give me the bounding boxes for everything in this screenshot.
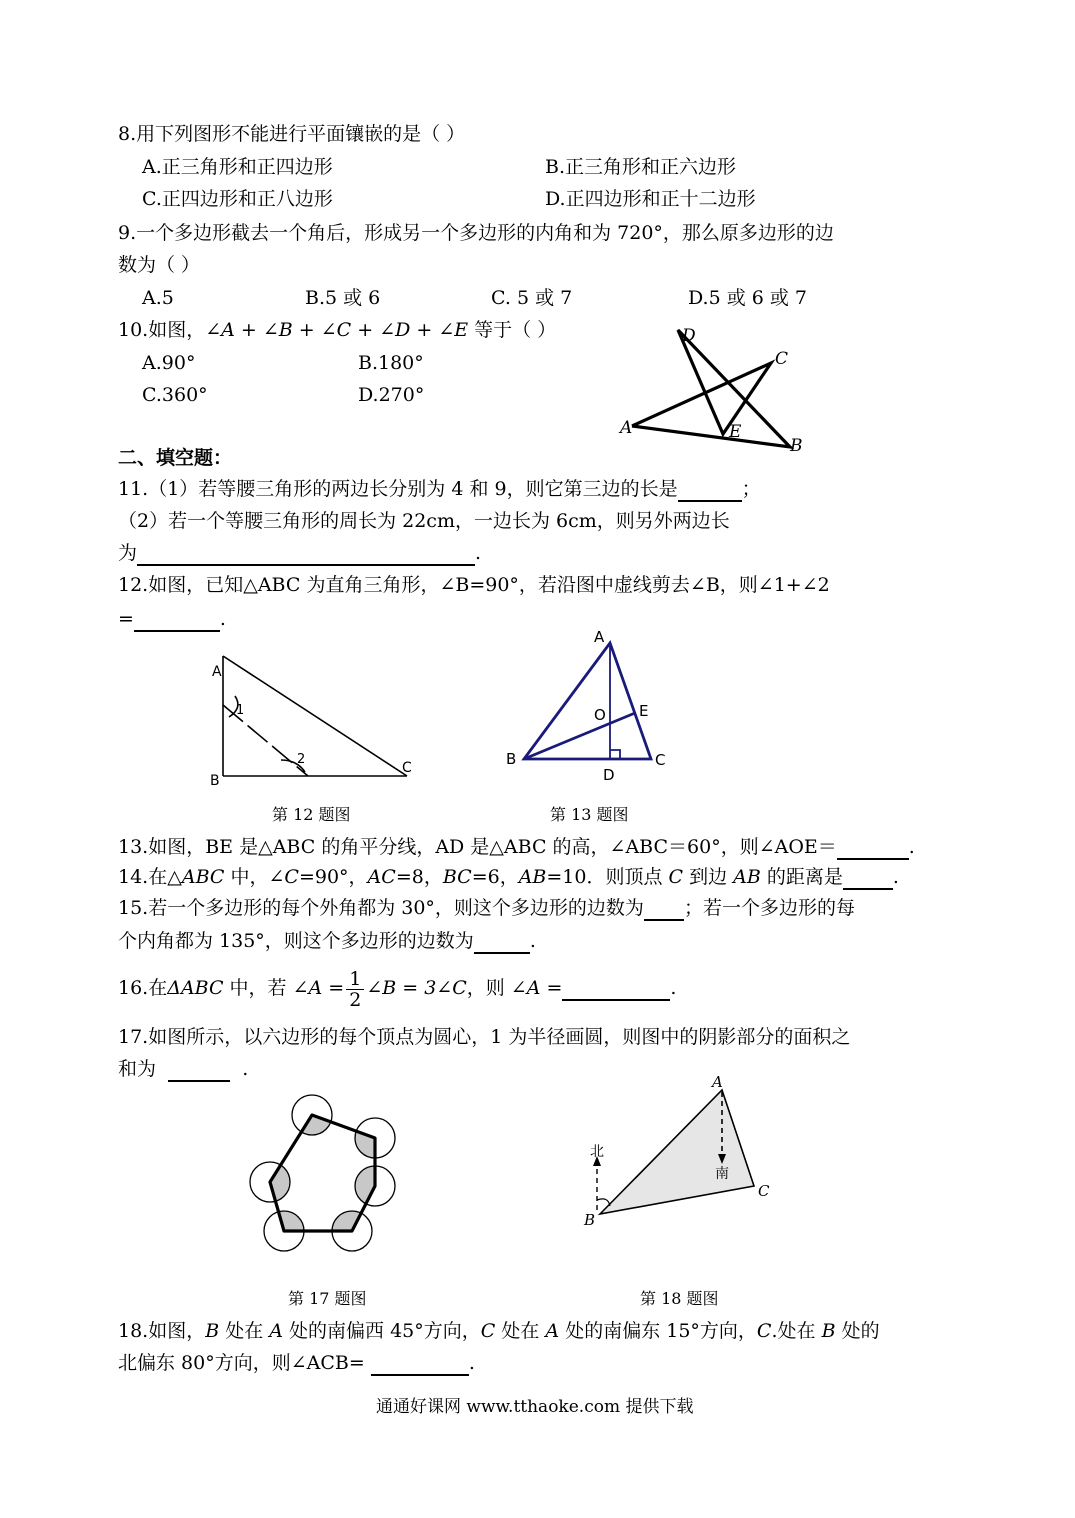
section-fill-in-title: 二、填空题： [118, 447, 233, 469]
q18-label-b: B [584, 1211, 596, 1229]
q14-text-3: 中，∠ [224, 866, 285, 888]
q9-option-d: D.5 或 6 或 7 [688, 287, 808, 309]
q14-text-15: 的距离是 [760, 866, 843, 888]
q10-option-d: D.270° [358, 384, 425, 406]
q14-text-1: 14.在△ [118, 866, 182, 888]
q18-text-6: C [480, 1320, 496, 1342]
q18-text-5: 处的南偏西 45°方向， [283, 1320, 481, 1342]
q17-caption: 第 17 题图 [288, 1289, 367, 1308]
q14-text-10: AB [518, 866, 547, 888]
q11-blank-2[interactable] [137, 544, 475, 566]
q16-denominator: 2 [349, 988, 362, 1011]
q15-line1-text-a: 15.若一个多边形的每个外角都为 30°，则这个多边形的边数为 [118, 897, 644, 919]
q14-blank[interactable] [843, 868, 893, 890]
q18-text-8: A [545, 1320, 560, 1342]
q16-end: . [670, 977, 677, 999]
q13-end: . [908, 836, 915, 858]
q18-direction-figure [578, 1068, 788, 1238]
q16-fraction-half [346, 969, 364, 1010]
q17-line2-end: . [242, 1058, 249, 1080]
q10-option-a: A.90° [142, 352, 196, 374]
q11-line1 [118, 476, 761, 502]
q16-text-1: 16.在 [118, 977, 168, 999]
q14-text-5: =90°， [298, 866, 368, 888]
q12-triangle-figure [205, 648, 425, 793]
q18-text-13: 处的 [835, 1320, 880, 1342]
q17-line2-text: 和为 [118, 1058, 157, 1080]
q18-line2-end: . [468, 1352, 475, 1374]
q16-angle-a-eq: ∠A = [292, 977, 345, 999]
q14-text-8: BC [442, 866, 472, 888]
q15-blank-2[interactable] [474, 932, 530, 954]
q18-blank[interactable] [371, 1354, 469, 1376]
q8-stem: 8.用下列图形不能进行平面镶嵌的是（ ） [118, 123, 466, 145]
q8-option-d: D.正四边形和正十二边形 [545, 188, 756, 210]
page-footer: 通通好课网 www.tthaoke.com 提供下载 [376, 1397, 694, 1417]
q18-text-12: B [821, 1320, 836, 1342]
q14-line [118, 864, 899, 890]
q14-text-13: 到边 [683, 866, 734, 888]
q10-option-c: C.360° [142, 384, 208, 406]
q16-angle-relation: ∠B = 3∠C [366, 977, 467, 999]
q12-label-b: B [210, 773, 220, 789]
q10-label-d: D [682, 326, 696, 346]
q16-text-6: ，则 [466, 977, 511, 999]
q9-stem-line1: 9.一个多边形截去一个角后，形成另一个多边形的内角和为 720°，那么原多边形的边 [118, 222, 834, 244]
q10-label-b: B [790, 436, 803, 456]
q13-triangle-figure [500, 626, 680, 786]
q10-stem [118, 317, 556, 343]
q14-text-14: AB [733, 866, 761, 888]
q13-blank[interactable] [837, 838, 909, 860]
q18-text-4: A [269, 1320, 284, 1342]
q13-text: 13.如图，BE 是△ABC 的角平分线，AD 是△ABC 的高，∠ABC＝60°，则∠AOE＝ [118, 836, 837, 858]
q16-text-3: 中，若 [223, 977, 293, 999]
q17-blank[interactable] [168, 1060, 230, 1082]
q10-stem-suffix: 等于（ ） [468, 319, 557, 341]
q16-angle-a-result: ∠A = [510, 977, 563, 999]
q18-line2 [118, 1350, 475, 1376]
q15-line1-text-b: ；若一个多边形的每 [683, 897, 855, 919]
q9-stem-line2: 数为（ ） [118, 254, 201, 276]
q18-label-south: 南 [715, 1166, 729, 1182]
q15-line2-text: 个内角都为 135°，则这个多边形的边数为 [118, 930, 474, 952]
q18-label-north: 北 [590, 1144, 604, 1160]
q9-option-c: C. 5 或 7 [491, 287, 573, 309]
q16-line [118, 966, 676, 1012]
q11-line3-text: 为 [118, 542, 138, 564]
q11-line2: （2）若一个等腰三角形的周长为 22cm，一边长为 6cm，则另外两边长 [118, 510, 730, 532]
q16-triangle-abc: ΔABC [167, 977, 224, 999]
q13-line [118, 834, 915, 860]
q14-text-7: =8， [395, 866, 443, 888]
q8-option-c: C.正四边形和正八边形 [142, 188, 333, 210]
q18-text-9: 处的南偏东 15°方向， [559, 1320, 757, 1342]
q11-line1-end: ； [741, 478, 761, 500]
q13-label-d: D [603, 766, 615, 784]
q13-label-e: E [639, 702, 649, 720]
q8-option-b: B.正三角形和正六边形 [545, 156, 737, 178]
q14-text-6: AC [367, 866, 396, 888]
q14-text-12: C [668, 866, 684, 888]
q10-star-lines [632, 330, 790, 447]
q12-label-a: A [212, 664, 222, 680]
q13-caption: 第 13 题图 [550, 805, 629, 824]
q12-line1: 12.如图，已知△ABC 为直角三角形，∠B=90°，若沿图中虚线剪去∠B，则∠1+∠2 [118, 574, 830, 596]
q18-text-2: B [205, 1320, 220, 1342]
q18-label-a: A [712, 1073, 723, 1091]
q9-option-b: B.5 或 6 [305, 287, 381, 309]
q17-line2 [118, 1056, 248, 1082]
q11-blank-1[interactable] [678, 480, 742, 502]
q18-text-10: C [756, 1320, 772, 1342]
q16-blank[interactable] [562, 977, 670, 1001]
q12-label-c: C [402, 760, 412, 776]
q15-line2 [118, 928, 536, 954]
q13-label-a: A [594, 628, 605, 646]
q14-text-9: =6， [471, 866, 519, 888]
q18-text-1: 18.如图， [118, 1320, 206, 1342]
q12-line2-text: = [118, 608, 134, 630]
q16-numerator: 1 [346, 969, 364, 990]
q12-line2-end: . [219, 608, 226, 630]
q11-line3-end: . [475, 542, 482, 564]
q10-label-c: C [775, 349, 789, 369]
q10-label-a: A [620, 418, 633, 438]
q18-text-7: 处在 [495, 1320, 546, 1342]
q10-option-b: B.180° [358, 352, 424, 374]
q8-option-a: A.正三角形和正四边形 [142, 156, 333, 178]
q15-line2-end: . [529, 930, 536, 952]
q18-line1 [118, 1318, 880, 1344]
q18-text-11: .处在 [771, 1320, 822, 1342]
q14-end: . [892, 866, 899, 888]
q12-label-angle1: 1 [236, 703, 245, 718]
q17-line1: 17.如图所示，以六边形的每个顶点为圆心，1 为半径画圆，则图中的阴影部分的面积之 [118, 1026, 851, 1048]
q9-option-a: A.5 [142, 287, 174, 309]
q18-caption: 第 18 题图 [640, 1289, 719, 1308]
q11-line3 [118, 540, 481, 566]
q10-stem-prefix: 10.如图， [118, 319, 206, 341]
q15-blank-1[interactable] [644, 899, 684, 921]
q15-line1 [118, 895, 855, 921]
q13-label-o: O [594, 706, 606, 724]
q13-label-b: B [506, 750, 517, 768]
q11-line1-text: 11.（1）若等腰三角形的两边长分别为 4 和 9，则它第三边的长是 [118, 478, 678, 500]
q12-blank[interactable] [134, 610, 220, 632]
q13-label-c: C [655, 751, 666, 769]
q10-stem-expression: ∠A + ∠B + ∠C + ∠D + ∠E [205, 319, 469, 341]
q18-line2-text: 北偏东 80°方向，则∠ACB= [118, 1352, 365, 1374]
q14-text-2: ABC [181, 866, 225, 888]
q17-hexagon-figure [240, 1090, 410, 1260]
q12-caption: 第 12 题图 [272, 805, 351, 824]
q12-line2 [118, 606, 226, 632]
q14-text-4: C [284, 866, 299, 888]
q10-star-figure [610, 320, 810, 460]
q18-label-c: C [758, 1182, 770, 1200]
q14-text-11: =10．则顶点 [546, 866, 669, 888]
q18-text-3: 处在 [219, 1320, 270, 1342]
q10-label-e: E [729, 422, 742, 442]
q12-label-angle2: 2 [297, 752, 306, 767]
